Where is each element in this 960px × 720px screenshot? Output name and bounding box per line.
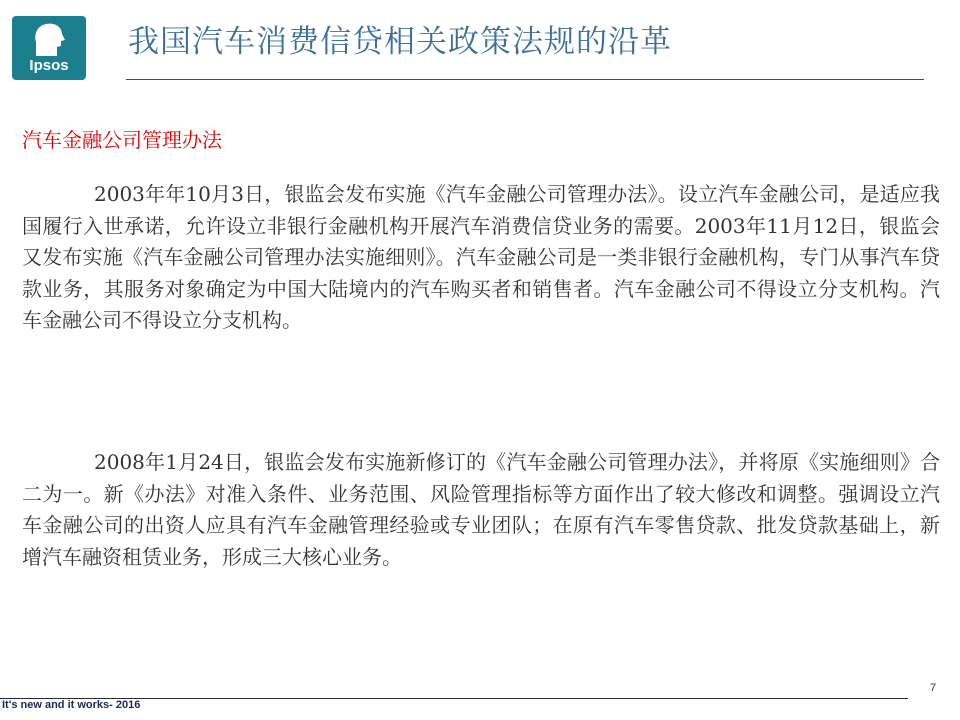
page-title: 我国汽车消费信贷相关政策法规的沿革 [128, 24, 672, 60]
title-divider [126, 79, 924, 80]
footer-text: It's new and it works- 2016 [2, 699, 141, 711]
logo-brand-text: Ipsos [29, 57, 69, 74]
paragraph-1: 2003年年10月3日，银监会发布实施《汽车金融公司管理办法》。设立汽车金融公司，是适应我国履行入世承诺，允许设立非银行金融机构开展汽车消费信贷业务的需要。2003年11月12日，银监会又发布实施《汽车金融公司管理办法实施细则》。汽车金融公司是一类非银行金融机构，专门从事汽车贷款业务，其服务对象确定为中国大陆境内的汽车购买者和销售者。汽车金融公司不得设立分支机构。汽车金融公司不得设立分支机构。 [22, 182, 940, 332]
paragraph-2: 2008年1月24日，银监会发布实施新修订的《汽车金融公司管理办法》，并将原《实施细则》合二为一。新《办法》对准入条件、业务范围、风险管理指标等方面作出了较大修改和调整。强调设立汽车金融公司的出资人应具有汽车金融管理经验或专业团队；在原有汽车零售贷款、批发贷款基础上，新增汽车融资租赁业务，形成三大核心业务。 [22, 450, 940, 569]
page-number: 7 [930, 682, 937, 694]
section-heading: 汽车金融公司管理办法 [22, 128, 222, 152]
ipsos-logo [12, 16, 86, 80]
head-silhouette-icon [30, 22, 68, 56]
